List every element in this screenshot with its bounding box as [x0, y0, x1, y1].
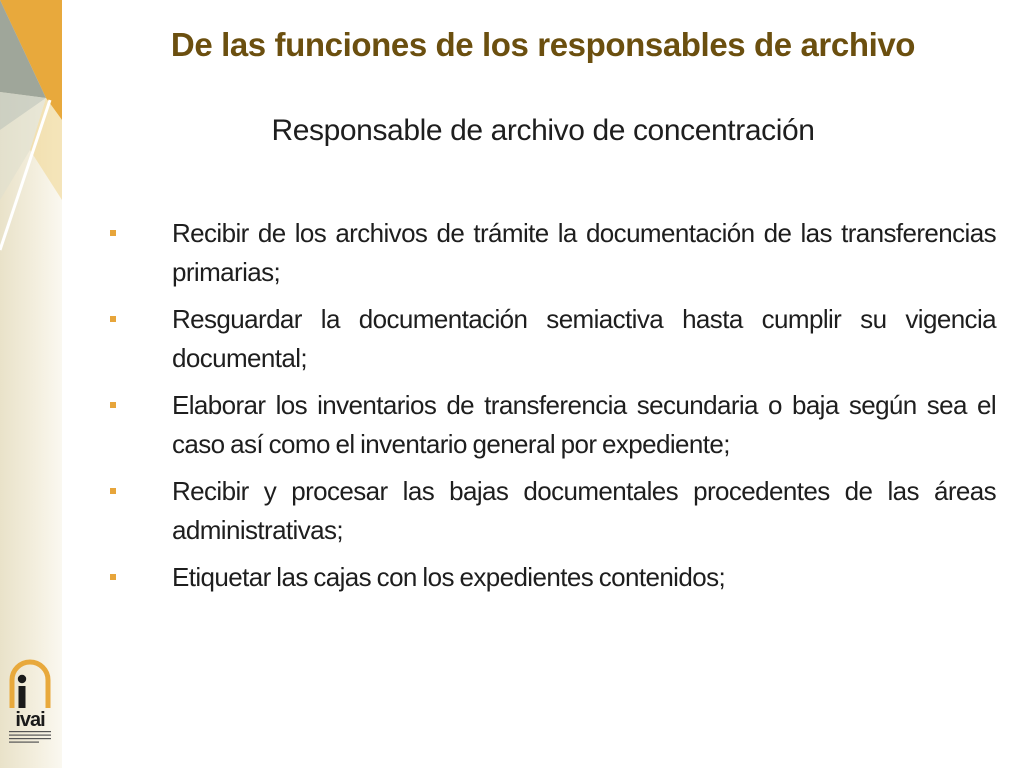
square-bullet-icon [110, 230, 116, 236]
bullet-text: Resguardar la documentación semiactiva hasta cumplir su vigencia documental; [172, 304, 996, 373]
square-bullet-icon [110, 488, 116, 494]
bullet-text: Etiquetar las cajas con los expedientes contenidos; [172, 562, 726, 592]
ivai-logo [4, 656, 56, 748]
bullet-item [105, 472, 996, 550]
bullet-text: Recibir de los archivos de trámite la documentación de las transferencias primarias; [172, 218, 996, 287]
corner-decoration-art [0, 0, 62, 260]
bullet-item [105, 386, 996, 464]
bullet-list [105, 214, 996, 605]
square-bullet-icon [110, 402, 116, 408]
bullet-text: Recibir y procesar las bajas documentales procedentes de las áreas administrativas; [172, 476, 996, 545]
bullet-item [105, 214, 996, 292]
bullet-item [105, 558, 996, 597]
slide-title: De las funciones de los responsables de archivo [170, 26, 916, 63]
bullet-item [105, 300, 996, 378]
square-bullet-icon [110, 574, 116, 580]
square-bullet-icon [110, 316, 116, 322]
svg-text:ivai: ivai [15, 709, 45, 731]
slide-subtitle: Responsable de archivo de concentración [271, 114, 815, 147]
bullet-text: Elaborar los inventarios de transferencia secundaria o baja según sea el caso así como el inventario general por expediente; [172, 390, 996, 459]
